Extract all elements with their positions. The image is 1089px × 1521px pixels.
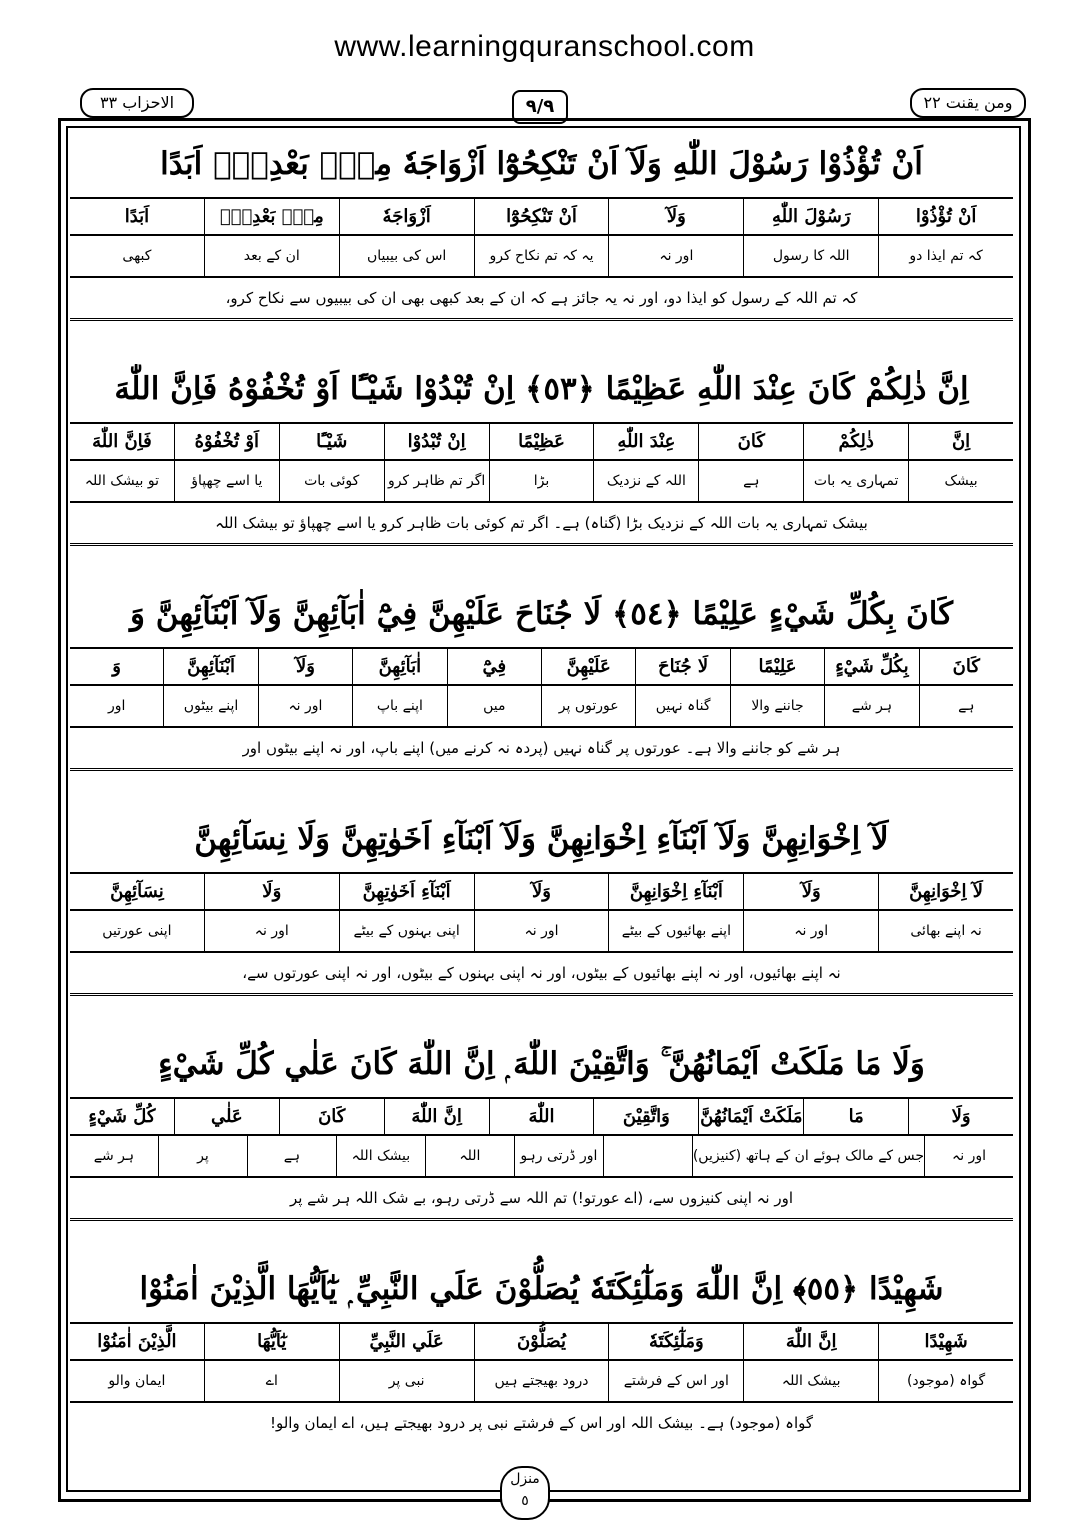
urdu-meaning-cell: اور نہ bbox=[204, 911, 339, 951]
urdu-meaning-cell: بیشک bbox=[908, 461, 1013, 501]
urdu-meaning-cell: ہے bbox=[919, 686, 1013, 726]
meaning-grid bbox=[70, 1361, 1013, 1403]
arabic-word-cell: وَلَآ bbox=[258, 649, 352, 684]
urdu-meaning-cell: کوئی بات bbox=[279, 461, 384, 501]
urdu-meaning-cell: نبی پر bbox=[339, 1361, 474, 1401]
site-url: www.learningquranschool.com bbox=[334, 30, 755, 63]
arabic-word-cell: عِنْدَ اللّٰهِ bbox=[593, 424, 698, 459]
urdu-meaning-cell: اور نہ bbox=[743, 911, 878, 951]
meaning-grid bbox=[70, 236, 1013, 278]
urdu-meaning-cell: تو بیشک اللہ bbox=[84, 473, 160, 489]
urdu-meaning-cell: ہے bbox=[247, 1136, 336, 1176]
page-number-badge: ٩/٩ bbox=[512, 90, 568, 124]
arabic-word-cell: وَاتَّقِيْنَ bbox=[593, 1099, 698, 1134]
arabic-verse-line: وَلَا مَا مَلَكَتْ اَيْمَانُهُنَّ ۚ وَاتَّقِيْنَ اللّٰهَ ۭ اِنَّ اللّٰهَ كَانَ عَلٰي كُلِّ شَيْءٍ bbox=[70, 1031, 1013, 1099]
verse-content bbox=[70, 131, 1013, 1483]
arabic-word-cell: عَلِيْمًا bbox=[730, 649, 824, 684]
arabic-word-cell: فِيْٓ bbox=[447, 649, 541, 684]
urdu-meaning-cell: یہ کہ تم نکاح کرو bbox=[474, 236, 609, 276]
juz-name-badge: ومن یقنت ٢٢ bbox=[910, 88, 1026, 118]
arabic-verse-line: اَنْ تُؤْذُوْا رَسُوْلَ اللّٰهِ وَلَآ اَنْ تَنْكِحُوْٓا اَزْوَاجَهٗ مِنْۢ بَعْدِهٖٓ اَبَدًا bbox=[70, 131, 1013, 199]
urdu-meaning-cell: گواہ (موجود) bbox=[878, 1361, 1013, 1401]
meaning-grid bbox=[70, 1136, 1013, 1178]
arabic-word-cell: اِنَّ bbox=[908, 424, 1013, 459]
word-grid bbox=[70, 649, 1013, 686]
arabic-word-cell: اَنْ تَنْكِحُوْٓا bbox=[474, 199, 609, 234]
arabic-word-cell: عَلَي النَّبِيِّ bbox=[339, 1324, 474, 1359]
arabic-verse-line: لَآ اِخْوَانِهِنَّ وَلَآ اَبْنَآءِ اِخْوَانِهِنَّ وَلَآ اَبْنَآءِ اَخَوٰتِهِنَّ وَلَا نِسَآئِهِنَّ bbox=[70, 806, 1013, 874]
urdu-meaning-cell: کبھی bbox=[122, 248, 152, 264]
arabic-word-cell: كَانَ bbox=[279, 1099, 384, 1134]
urdu-meaning-cell: گناہ نہیں bbox=[635, 686, 729, 726]
urdu-meaning-cell: اللہ کے نزدیک bbox=[593, 461, 698, 501]
word-grid bbox=[70, 874, 1013, 911]
urdu-translation-line: بیشک تمہاری یہ بات اللہ کے نزدیک بڑا (گناہ) ہے۔ اگر تم کوئی بات ظاہر کرو یا اسے چھپاؤ تو بیشک اللہ bbox=[70, 503, 1013, 546]
urdu-meaning-cell: ایمان والو bbox=[108, 1373, 166, 1389]
urdu-meaning-cell: ہر شے bbox=[824, 686, 918, 726]
urdu-translation-line: ہر شے کو جاننے والا ہے۔ عورتوں پر گناہ نہیں (پردہ نہ کرنے میں) اپنے باپ، اور نہ اپنے بیٹوں اور bbox=[70, 728, 1013, 771]
verse-section bbox=[70, 1031, 1013, 1221]
urdu-meaning-cell: اور نہ bbox=[474, 911, 609, 951]
urdu-meaning-cell: اے bbox=[204, 1361, 339, 1401]
arabic-word-cell: اِنَّ اللّٰهَ bbox=[384, 1099, 489, 1134]
arabic-word-cell: اٰبَآئِهِنَّ bbox=[352, 649, 446, 684]
arabic-word-cell: لَآ اِخْوَانِهِنَّ bbox=[878, 874, 1013, 909]
verse-section bbox=[70, 1256, 1013, 1443]
arabic-word-cell: اَزْوَاجَهٗ bbox=[339, 199, 474, 234]
urdu-meaning-cell: ان کے بعد bbox=[204, 236, 339, 276]
surah-name-badge: الاحزاب ٣٣ bbox=[80, 88, 194, 118]
arabic-verse-line: اِنَّ ذٰلِكُمْ كَانَ عِنْدَ اللّٰهِ عَظِيْمًا ﴿٥٣﴾ اِنْ تُبْدُوْا شَيْـًٔا اَوْ تُخْفُوْهُ فَاِنَّ اللّٰهَ bbox=[70, 356, 1013, 424]
urdu-meaning-cell: ہر شے bbox=[93, 1148, 135, 1164]
urdu-meaning-cell: اللہ کا رسول bbox=[743, 236, 878, 276]
verse-section bbox=[70, 131, 1013, 321]
urdu-meaning-cell: اس کی بیبیاں bbox=[339, 236, 474, 276]
arabic-word-cell: اَبْنَآئِهِنَّ bbox=[163, 649, 257, 684]
urdu-meaning-cell: اور ڈرتی رہو bbox=[514, 1136, 603, 1176]
arabic-word-cell: كَانَ bbox=[698, 424, 803, 459]
arabic-word-cell: شَيْـًٔا bbox=[279, 424, 384, 459]
arabic-word-cell: مَلَكَتْ اَيْمَانُهُنَّ bbox=[698, 1099, 803, 1134]
arabic-word-cell: مَا bbox=[803, 1099, 908, 1134]
urdu-meaning-cell bbox=[603, 1136, 692, 1176]
meaning-grid bbox=[70, 461, 1013, 503]
arabic-word-cell: اَبْنَآءِ اِخْوَانِهِنَّ bbox=[608, 874, 743, 909]
urdu-translation-line: کہ تم اللہ کے رسول کو ایذا دو، اور نہ یہ جائز ہے کہ ان کے بعد کبھی بھی ان کی بیبیوں سے نکاح کرو، bbox=[70, 278, 1013, 321]
urdu-meaning-cell: میں bbox=[447, 686, 541, 726]
arabic-word-cell: اَنْ تُؤْذُوْا bbox=[878, 199, 1013, 234]
arabic-word-cell: وَلَا bbox=[908, 1099, 1013, 1134]
urdu-meaning-cell: اپنے باپ bbox=[352, 686, 446, 726]
word-grid bbox=[70, 1324, 1013, 1361]
arabic-word-cell: عَظِيْمًا bbox=[489, 424, 594, 459]
word-grid bbox=[70, 424, 1013, 461]
arabic-word-cell: الَّذِيْنَ اٰمَنُوْا bbox=[97, 1331, 177, 1352]
arabic-verse-line: شَهِيْدًا ﴿٥٥﴾ اِنَّ اللّٰهَ وَمَلٰٓئِكَتَهٗ يُصَلُّوْنَ عَلَي النَّبِيِّ ۭ يٰٓاَيُّهَا الَّذِيْنَ اٰمَنُوْا bbox=[70, 1256, 1013, 1324]
arabic-word-cell: فَاِنَّ اللّٰهَ bbox=[92, 431, 152, 452]
urdu-meaning-cell: بیشک اللہ bbox=[336, 1136, 425, 1176]
word-grid bbox=[70, 1099, 1013, 1136]
urdu-meaning-cell: اپنی بہنوں کے بیٹے bbox=[339, 911, 474, 951]
arabic-word-cell: اللّٰهَ bbox=[489, 1099, 594, 1134]
urdu-meaning-cell: اور نہ bbox=[924, 1136, 1013, 1176]
verse-section bbox=[70, 356, 1013, 546]
meaning-grid bbox=[70, 686, 1013, 728]
arabic-word-cell: اِنْ تُبْدُوْا bbox=[384, 424, 489, 459]
urdu-meaning-cell: عورتوں پر bbox=[541, 686, 635, 726]
arabic-word-cell: اَوْ تُخْفُوْهُ bbox=[174, 424, 279, 459]
urdu-translation-line: گواہ (موجود) ہے۔ بیشک اللہ اور اس کے فرشتے نبی پر درود بھیجتے ہیں، اے ایمان والو! bbox=[269, 1414, 814, 1432]
urdu-meaning-cell: نہ اپنے بھائی bbox=[878, 911, 1013, 951]
arabic-word-cell: وَلَا bbox=[204, 874, 339, 909]
arabic-word-cell: شَهِيْدًا bbox=[878, 1324, 1013, 1359]
arabic-word-cell: يٰٓاَيُّهَا bbox=[204, 1324, 339, 1359]
urdu-meaning-cell: بڑا bbox=[489, 461, 594, 501]
urdu-meaning-cell: یا اسے چھپاؤ bbox=[174, 461, 279, 501]
urdu-meaning-cell: اپنے بھائیوں کے بیٹے bbox=[608, 911, 743, 951]
arabic-word-cell: كَانَ bbox=[919, 649, 1013, 684]
urdu-meaning-cell: اور نہ bbox=[608, 236, 743, 276]
arabic-word-cell: اَبْنَآءِ اَخَوٰتِهِنَّ bbox=[339, 874, 474, 909]
arabic-word-cell: مِنْۢ بَعْدِهٖٓ bbox=[204, 199, 339, 234]
arabic-word-cell: عَلَيْهِنَّ bbox=[541, 649, 635, 684]
arabic-word-cell: عَلٰي bbox=[174, 1099, 279, 1134]
urdu-meaning-cell: تمہاری یہ بات bbox=[803, 461, 908, 501]
arabic-word-cell: نِسَآئِهِنَّ bbox=[110, 881, 164, 902]
manzil-badge bbox=[500, 1466, 550, 1520]
verse-section bbox=[70, 806, 1013, 996]
urdu-meaning-cell: اور اس کے فرشتے bbox=[608, 1361, 743, 1401]
urdu-translation-line: نہ اپنے بھائیوں، اور نہ اپنے بھائیوں کے بیٹوں، اور نہ اپنی بہنوں کے بیٹوں، اور نہ اپنی عورتوں سے، bbox=[70, 953, 1013, 996]
urdu-meaning-cell: اگر تم ظاہر کرو bbox=[384, 461, 489, 501]
arabic-word-cell: رَسُوْلَ اللّٰهِ bbox=[743, 199, 878, 234]
urdu-meaning-cell: اللہ bbox=[425, 1136, 514, 1176]
arabic-word-cell: كُلِّ شَيْءٍ bbox=[88, 1106, 156, 1127]
arabic-word-cell: وَلَآ bbox=[743, 874, 878, 909]
urdu-meaning-cell: جس کے مالک ہوئے ان کے ہاتھ (کنیزیں) bbox=[692, 1136, 924, 1176]
arabic-word-cell: ذٰلِكُمْ bbox=[803, 424, 908, 459]
manzil-label: منزل bbox=[510, 1471, 540, 1487]
meaning-grid bbox=[70, 911, 1013, 953]
urdu-meaning-cell: بیشک اللہ bbox=[743, 1361, 878, 1401]
manzil-number: ٥ bbox=[521, 1493, 529, 1509]
arabic-word-cell: وَمَلٰٓئِكَتَهٗ bbox=[608, 1324, 743, 1359]
urdu-meaning-cell: جاننے والا bbox=[730, 686, 824, 726]
urdu-meaning-cell: اپنے بیٹوں bbox=[163, 686, 257, 726]
arabic-word-cell: يُصَلُّوْنَ bbox=[474, 1324, 609, 1359]
arabic-word-cell: وَلَآ bbox=[474, 874, 609, 909]
urdu-meaning-cell: پر bbox=[158, 1136, 247, 1176]
verse-section bbox=[70, 581, 1013, 771]
arabic-word-cell: اَبَدًا bbox=[124, 206, 150, 227]
urdu-meaning-cell: اور bbox=[107, 698, 126, 714]
word-grid bbox=[70, 199, 1013, 236]
urdu-meaning-cell: اپنی عورتیں bbox=[102, 923, 172, 939]
urdu-translation-line: اور نہ اپنی کنیزوں سے، (اے عورتو!) تم اللہ سے ڈرتی رہو، بے شک اللہ ہر شے پر bbox=[70, 1178, 1013, 1221]
urdu-meaning-cell: ہے bbox=[698, 461, 803, 501]
arabic-word-cell: اِنَّ اللّٰهَ bbox=[743, 1324, 878, 1359]
urdu-meaning-cell: اور نہ bbox=[258, 686, 352, 726]
urdu-meaning-cell: درود بھیجتے ہیں bbox=[474, 1361, 609, 1401]
arabic-word-cell: لَا جُنَاحَ bbox=[635, 649, 729, 684]
arabic-word-cell: بِكُلِّ شَيْءٍ bbox=[824, 649, 918, 684]
arabic-verse-line: كَانَ بِكُلِّ شَيْءٍ عَلِيْمًا ﴿٥٤﴾ لَا جُنَاحَ عَلَيْهِنَّ فِيْٓ اٰبَآئِهِنَّ وَلَآ اَبْنَآئِهِنَّ وَ bbox=[70, 581, 1013, 649]
urdu-meaning-cell: کہ تم ایذا دو bbox=[878, 236, 1013, 276]
arabic-word-cell: وَ bbox=[112, 656, 121, 677]
arabic-word-cell: وَلَآ bbox=[608, 199, 743, 234]
